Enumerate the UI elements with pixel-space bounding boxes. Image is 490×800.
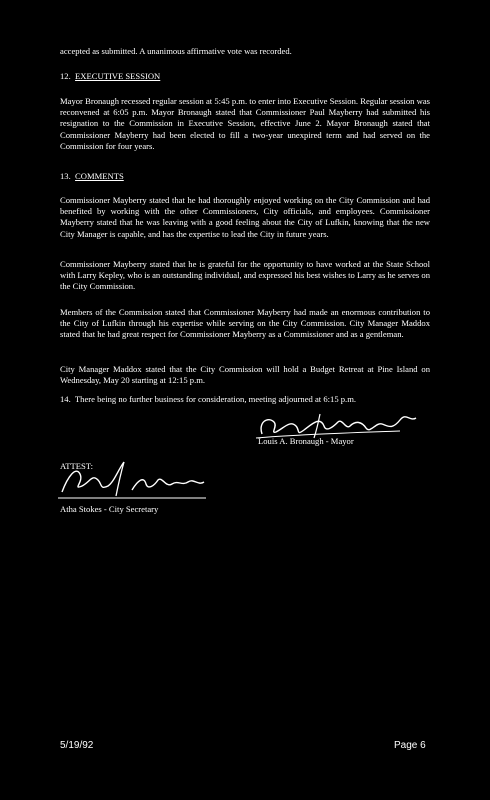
section-13-title: COMMENTS bbox=[75, 171, 124, 181]
intro-line: accepted as submitted. A unanimous affirmative vote was recorded. bbox=[60, 46, 292, 56]
footer-date: 5/19/92 bbox=[60, 740, 94, 751]
section-13-heading bbox=[60, 171, 124, 181]
section-14-number: 14. bbox=[60, 394, 71, 404]
section-13-paragraph-3: Members of the Commission stated that Commissioner Mayberry had made an enormous contribution to the City of Lufkin through his expertise while serving on the City Commission. City Manager Maddox stated that he had great respect for Commissioner Mayberry as a Commissioner and as a gentleman. bbox=[60, 307, 430, 340]
section-13-paragraph-4: City Manager Maddox stated that the City Commission will hold a Budget Retreat at Pine Island on Wednesday, May 20 starting at 12:15 p.m. bbox=[60, 364, 430, 386]
city-secretary-name: Atha Stokes - City Secretary bbox=[60, 504, 159, 514]
section-13-paragraph-1: Commissioner Mayberry stated that he had thoroughly enjoyed working on the City Commission and had benefited by working with the other Commissioners, City officials, and employees. Commissioner Mayberry stated that he was leaving with a good feeling about the City of Lufkin, knowing that the new City Manager is capable, and has the expertise to lead the City in future years. bbox=[60, 195, 430, 239]
section-13-paragraph-2: Commissioner Mayberry stated that he is grateful for the opportunity to have worked at the State School with Larry Kepley, who is an outstanding individual, and expressed his best wishes to Larry as he serves on the City Commission. bbox=[60, 259, 430, 292]
attest-label: ATTEST: bbox=[60, 461, 93, 471]
section-12-heading bbox=[60, 71, 160, 81]
mayor-name: Louis A. Bronaugh - Mayor bbox=[258, 436, 354, 446]
section-14-paragraph bbox=[60, 394, 430, 405]
section-12-number: 12. bbox=[60, 71, 71, 81]
section-13-number: 13. bbox=[60, 171, 71, 181]
city-secretary-signature bbox=[58, 456, 208, 502]
section-12-title: EXECUTIVE SESSION bbox=[75, 71, 161, 81]
footer-page-number: Page 6 bbox=[394, 740, 426, 751]
section-12-paragraph-1: Mayor Bronaugh recessed regular session at 5:45 p.m. to enter into Executive Session. Regular session was reconvened at 6:05 p.m. Mayor Bronaugh stated that Commissioner Paul Mayberry had submitted his resignation to the Commission in Executive Session, effective June 2. Mayor Bronaugh stated that Commissioner Mayberry had been elected to fill a two-year unexpired term and had served on the Commission for four years. bbox=[60, 96, 430, 151]
section-14-text: There being no further business for consideration, meeting adjourned at 6:15 p.m. bbox=[74, 394, 357, 404]
